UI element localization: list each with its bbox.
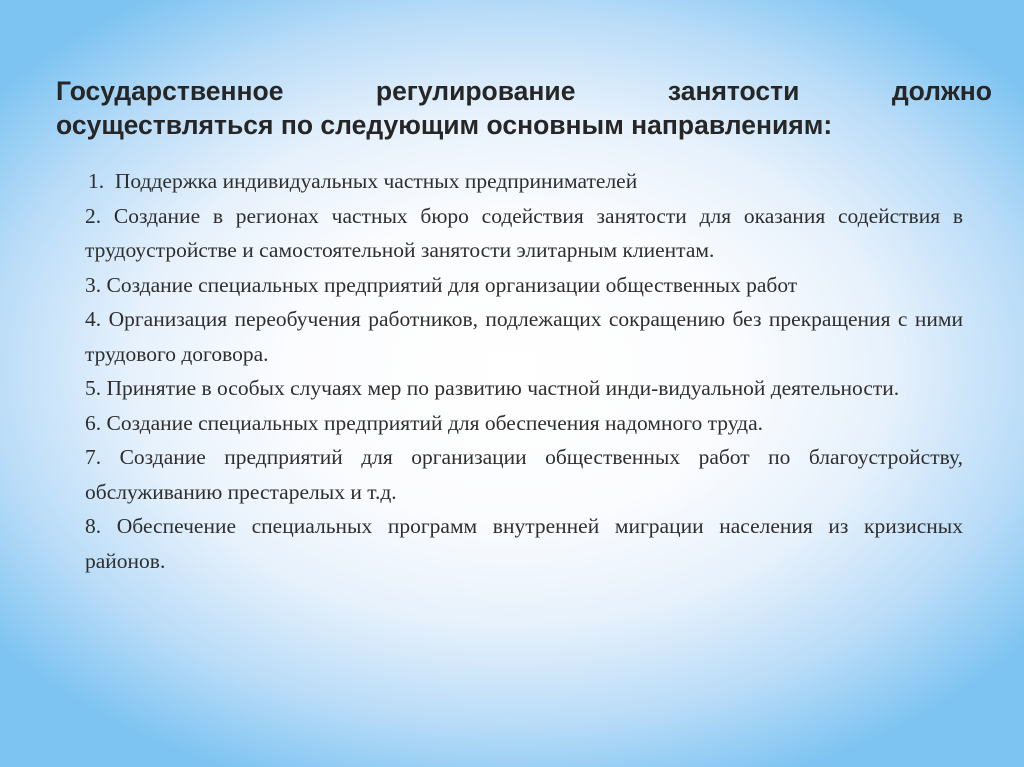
item-number: 1.	[88, 169, 105, 193]
item-text: Принятие в особых случаях мер по развитию частной инди-видуальной деятельности.	[106, 376, 900, 400]
item-text: Поддержка индивидуальных частных предпринимателей	[114, 169, 638, 193]
item-number: 5.	[85, 376, 102, 400]
item-number: 3.	[85, 272, 102, 297]
list-item	[85, 199, 963, 268]
item-text: Организация переобучения работников, подлежащих сокращению без прекращения с ними трудового договора.	[85, 307, 963, 366]
directions-list	[85, 164, 963, 578]
slide-title	[56, 74, 992, 142]
item-number: 4.	[85, 307, 102, 331]
list-item	[85, 371, 963, 406]
item-number: 2.	[85, 203, 102, 228]
list-item	[85, 268, 963, 303]
list-item	[85, 302, 963, 371]
list-item	[85, 440, 963, 509]
title-line-2: осуществляться по следующим основным направлениям:	[56, 110, 833, 140]
title-line-1: Государственное регулирование занятости должно	[56, 76, 992, 106]
list-item	[85, 164, 963, 199]
item-text: Создание в регионах частных бюро содействия занятости для оказания содействия в трудоустройстве и самостоятельной занятости элитарным клиентам.	[85, 203, 963, 262]
item-number: 8.	[85, 514, 102, 538]
item-number: 7.	[85, 445, 102, 469]
item-text: Создание специальных предприятий для организации общественных работ	[106, 272, 798, 297]
item-text: Создание предприятий для организации общественных работ по благоустройству, обслуживанию престарелых и т.д.	[85, 445, 963, 504]
item-text: Создание специальных предприятий для обеспечения надомного труда.	[106, 410, 764, 435]
list-item	[85, 406, 963, 441]
item-text: Обеспечение специальных программ внутренней миграции населения из кризисных районов.	[85, 514, 964, 573]
list-item	[85, 509, 963, 578]
item-number: 6.	[85, 410, 102, 435]
